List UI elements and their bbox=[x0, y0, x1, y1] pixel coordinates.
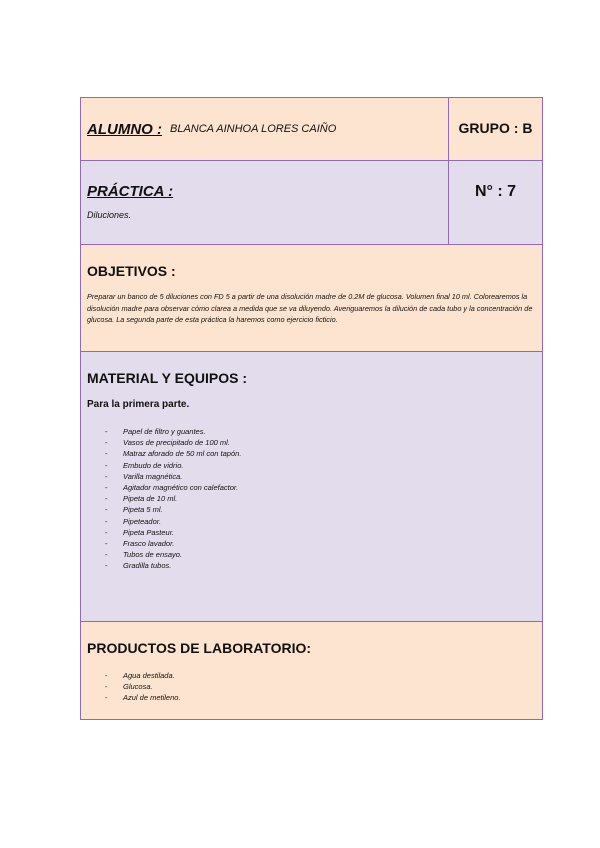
list-item: - Embudo de vidrio. bbox=[87, 460, 536, 471]
list-item: - Pipeta de 10 ml. bbox=[87, 493, 536, 504]
objectives-text: Preparar un banco de 5 diluciones con FD 5 a partir de una disolución madre de 0.2M de glucosa. Volumen final 10 ml. Colorearemos la disolución madre para observar cómo clarea a medida que se va diluyendo. Averiguaremos la dilución de cada tubo y la concentración de glucosa. La segunda parte de esta práctica la haremos como ejercicio ficticio. bbox=[87, 292, 533, 324]
practica-label: PRÁCTICA : bbox=[87, 183, 174, 200]
list-item: - Gradilla tubos. bbox=[87, 560, 536, 571]
student-cell bbox=[81, 98, 448, 160]
student-name: BLANCA AINHOA LORES CAIÑO bbox=[170, 123, 337, 135]
list-item: - Vasos de precipitado de 100 ml. bbox=[87, 437, 536, 448]
list-item: - Pipeta 5 ml. bbox=[87, 504, 536, 515]
practice-number: N° : 7 bbox=[474, 183, 517, 200]
list-item: - Frasco lavador. bbox=[87, 538, 536, 549]
materials-list bbox=[87, 426, 536, 571]
list-item: - Glucosa. bbox=[87, 681, 536, 692]
list-item: - Matraz aforado de 50 ml con tapón. bbox=[87, 448, 536, 459]
practice-row bbox=[81, 161, 542, 245]
products-section bbox=[81, 622, 542, 719]
objectives-section bbox=[81, 245, 542, 352]
student-row bbox=[81, 98, 542, 161]
list-item: - Tubos de ensayo. bbox=[87, 549, 536, 560]
alumno-label: ALUMNO : bbox=[87, 120, 162, 138]
list-item: - Azul de metileno. bbox=[87, 692, 536, 703]
number-cell bbox=[448, 161, 542, 244]
list-item: - Papel de filtro y guantes. bbox=[87, 426, 536, 437]
materials-subtitle: Para la primera parte. bbox=[87, 399, 190, 410]
objectives-title: OBJETIVOS : bbox=[87, 263, 176, 279]
practice-cell bbox=[81, 161, 448, 244]
materials-title: MATERIAL Y EQUIPOS : bbox=[87, 370, 247, 386]
list-item: - Pipeta Pasteur. bbox=[87, 527, 536, 538]
materials-section bbox=[81, 352, 542, 622]
practice-name: Diluciones. bbox=[87, 210, 132, 220]
products-list bbox=[87, 670, 536, 704]
list-item: - Pipeteador. bbox=[87, 516, 536, 527]
group-cell bbox=[448, 98, 542, 160]
lab-report-sheet bbox=[80, 97, 543, 720]
group-label: GRUPO : B bbox=[458, 120, 533, 136]
products-title: PRODUCTOS DE LABORATORIO: bbox=[87, 640, 312, 656]
list-item: - Agitador magnético con calefactor. bbox=[87, 482, 536, 493]
list-item: - Varilla magnética. bbox=[87, 471, 536, 482]
list-item: - Agua destilada. bbox=[87, 670, 536, 681]
